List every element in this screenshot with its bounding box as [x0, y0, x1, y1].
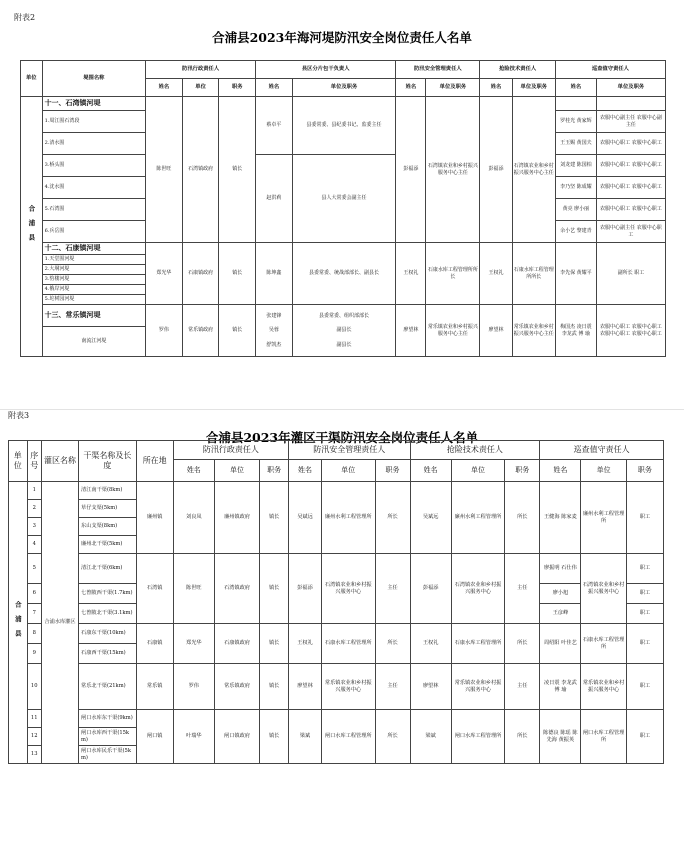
cell: 彭福添 [480, 97, 512, 243]
col-canal: 干渠名称及长度 [79, 441, 137, 482]
cell: 4.沈水围 [42, 177, 146, 199]
sheet-title: 合浦县2023年灌区干渠防汛安全岗位责任人名单 [205, 430, 479, 445]
cell: 闸口水库工程管理所 [322, 710, 376, 764]
col-name: 姓名 [173, 460, 214, 482]
header-row-group [9, 441, 664, 460]
col-seq: 序号 [27, 441, 41, 482]
cell: 石康镇政府 [214, 624, 259, 664]
col-name: 姓名 [480, 79, 512, 97]
cell: 5 [27, 554, 41, 584]
cell-line: 张建锋 [266, 313, 282, 320]
cell: 闸口水库西干渠(15km) [79, 728, 137, 746]
cell: 2 [27, 500, 41, 518]
cell: 常乐镇农业和乡村振兴服务中心 [322, 664, 376, 710]
cell: 县委常委、统战部部长、副县长 [292, 243, 396, 305]
col-danwei: 单位 [322, 460, 376, 482]
cell: 镇长 [260, 482, 289, 554]
col-group-tech: 抢险技术责任人 [480, 61, 555, 79]
cell: 清江北干渠(6km) [79, 554, 137, 584]
table-row [21, 243, 666, 255]
cell: 彭福添 [410, 554, 451, 624]
cell: 主任 [375, 554, 410, 624]
cell: 镇长 [260, 554, 289, 624]
cell: 4.俄岸河堤 [42, 285, 146, 295]
col-group-admin: 防汛行政责任人 [173, 441, 288, 460]
cell: 所长 [375, 482, 410, 554]
cell: 王玉赐 黄国夫 [555, 133, 596, 155]
cell: 农服中心职工 农服中心职工 [596, 177, 665, 199]
col-zhiwu: 职务 [219, 79, 256, 97]
col-name: 姓名 [410, 460, 451, 482]
table-row [21, 155, 666, 177]
col-unit-duty: 单位及职务 [512, 79, 555, 97]
cell: 彭福添 [289, 554, 322, 624]
col-zhiwu: 职务 [375, 460, 410, 482]
table-row [21, 305, 666, 327]
cell: 常乐镇政府 [182, 305, 219, 357]
cell: 李乃坚 陈成耀 [555, 177, 596, 199]
cell [596, 97, 665, 111]
col-unit-duty: 单位及职务 [426, 79, 480, 97]
cell: 6 [27, 584, 41, 604]
col-zhiwu: 职务 [626, 460, 663, 482]
col-irrigation: 灌区名称 [41, 441, 78, 482]
cell: 县人大常委会副主任 [292, 155, 396, 243]
cell: 廉州水利工程管理所 [322, 482, 376, 554]
cell: 闸口水库工程管理所 [581, 710, 626, 764]
cell-line: 副县长 [336, 327, 352, 334]
cell: 余小艺 黎建青 [555, 221, 596, 243]
cell: 农服中心职工 农服中心职工 [596, 133, 665, 155]
cell: 2.清水围 [42, 133, 146, 155]
cell: 李先保 黄耀平 [555, 243, 596, 305]
cell: 石康镇 [136, 624, 173, 664]
sheet-irrigation [0, 410, 684, 855]
cell: 农服中心副主任 农服中心职工 [596, 221, 665, 243]
cell: 王权礼 [410, 624, 451, 664]
cell [292, 305, 396, 357]
cell: 闸口镇 [136, 710, 173, 764]
cell: 1 [27, 482, 41, 500]
cell: 10 [27, 664, 41, 710]
table-row [9, 482, 664, 500]
cell: 石康水库工程管理所所长 [426, 243, 480, 305]
cell: 职工 [626, 604, 663, 624]
sheet-embankment [0, 0, 684, 410]
cell: 8 [27, 624, 41, 644]
cell: 副所长 职工 [596, 243, 665, 305]
cell: 东山支渠(8km) [79, 518, 137, 536]
cell-line: 县委常委、组织部部长 [319, 313, 370, 320]
cell: 主任 [505, 664, 540, 710]
cell: 4 [27, 536, 41, 554]
cell: 常乐镇政府 [214, 664, 259, 710]
cell: 梁斌 [410, 710, 451, 764]
cell: 农服中心职工 农服中心职工 农服中心职工 农服中心职工 [596, 305, 665, 357]
table-row [9, 624, 664, 644]
cell: 5.坨树园河堤 [42, 295, 146, 305]
cell: 闸口水库民乐干渠(5km) [79, 746, 137, 764]
cell: 石湾镇农业和乡村振兴服务中心 [581, 554, 626, 624]
col-group-safety: 防汛安全管理责任人 [289, 441, 410, 460]
cell: 闸口水库东干渠(9km) [79, 710, 137, 728]
cell: 梅国杰 凌日震 李龙武 傅 瑜 [555, 305, 596, 357]
cell: 职工 [626, 624, 663, 664]
cell: 王权礼 [289, 624, 322, 664]
col-embankment: 堤围名称 [42, 61, 146, 97]
section-heading: 十三、常乐镇河堤 [42, 305, 146, 327]
cell: 农服中心职工 农服中心职工 [596, 155, 665, 177]
cell: 石湾镇农业和乡村振兴服务中心主任 [512, 97, 555, 243]
cell: 石康水库工程管理所 [451, 624, 505, 664]
cell: 1.周江围石湾段 [42, 111, 146, 133]
cell: 常乐镇农业和乡村振兴服务中心主任 [512, 305, 555, 357]
cell: 镇长 [219, 97, 256, 243]
cell [256, 305, 293, 357]
cell: 闸口水库工程管理所 [451, 710, 505, 764]
cell: 蔡卓平 [256, 97, 293, 155]
cell: 彭福添 [396, 97, 426, 243]
col-unit-duty: 单位及职务 [292, 79, 396, 97]
cell: 廉州水利工程管理所 [581, 482, 626, 554]
cell: 2.大垌河堤 [42, 265, 146, 275]
cell: 5.石湾围 [42, 199, 146, 221]
col-danwei: 单位 [214, 460, 259, 482]
cell: 王权礼 [480, 243, 512, 305]
cell: 石湾镇农业和乡村振兴服务中心 [451, 554, 505, 624]
cell: 郑光华 [146, 243, 183, 305]
cell: 廖小旭 [540, 584, 581, 604]
cell: 石康镇政府 [182, 243, 219, 305]
col-zhiwu: 职务 [505, 460, 540, 482]
cell: 刘龙建 陈国柏 [555, 155, 596, 177]
cell: 吴斌远 [289, 482, 322, 554]
cell: 13 [27, 746, 41, 764]
irrigation-table [8, 440, 664, 764]
cell: 石康东干渠(10km) [79, 624, 137, 644]
cell [555, 97, 596, 111]
cell: 叶瑞华 [173, 710, 214, 764]
col-group-tech: 抢险技术责任人 [410, 441, 540, 460]
cell: 罗伟 [173, 664, 214, 710]
table-row [9, 710, 664, 728]
col-danwei: 单位 [451, 460, 505, 482]
col-danwei: 单位 [182, 79, 219, 97]
col-group-patrol: 巡查值守责任人 [555, 61, 665, 79]
cell: 主任 [505, 554, 540, 624]
cell: 廖望林 [480, 305, 512, 357]
cell: 陈德良 陈瑶 陈先海 黄振英 [540, 710, 581, 764]
cell: 石康西干渠(15km) [79, 644, 137, 664]
cell: 罗桂光 黄家辉 [555, 111, 596, 133]
cell: 常乐镇农业和乡村振兴服务中心主任 [426, 305, 480, 357]
cell: 陈世旺 [173, 554, 214, 624]
cell: 镇长 [219, 243, 256, 305]
cell: 凌日震 李龙武 傅 瑜 [540, 664, 581, 710]
cell: 闸口镇政府 [214, 710, 259, 764]
cell: 石康水库工程管理所 [322, 624, 376, 664]
cell: 草仔支渠(5km) [79, 500, 137, 518]
cell: 常乐镇农业和乡村振兴服务中心 [451, 664, 505, 710]
cell: 镇长 [260, 664, 289, 710]
cell: 镇长 [260, 710, 289, 764]
cell: 陈坤鑫 [256, 243, 293, 305]
cell: 6.兵岳围 [42, 221, 146, 243]
col-name: 姓名 [555, 79, 596, 97]
cell: 七曾陂北干渠(3.1km) [79, 604, 137, 624]
col-group-county: 县区分片包干负责人 [256, 61, 396, 79]
cell: 王权礼 [396, 243, 426, 305]
col-group-admin: 防汛行政责任人 [146, 61, 256, 79]
cell: 赵洪莉 [256, 155, 293, 243]
cell: 3 [27, 518, 41, 536]
cell: 7 [27, 604, 41, 624]
cell: 刘良凤 [173, 482, 214, 554]
cell: 罗伟 [146, 305, 183, 357]
col-danwei: 单位 [581, 460, 626, 482]
col-group-safety: 防汛安全管理责任人 [396, 61, 480, 79]
cell: 常乐北干渠(21km) [79, 664, 137, 710]
table-row [9, 664, 664, 710]
col-name: 姓名 [540, 460, 581, 482]
cell: 农服中心职工 农服中心职工 [596, 199, 665, 221]
cell: 职工 [626, 710, 663, 764]
cell: 合浦水库灌区 [41, 482, 78, 764]
cell: 所长 [505, 710, 540, 764]
cell: 职工 [626, 482, 663, 554]
table-row [21, 97, 666, 111]
cell: 廖望林 [289, 664, 322, 710]
cell: 廉州镇政府 [214, 482, 259, 554]
sheet-title: 合浦县2023年海河堤防汛安全岗位责任人名单 [212, 30, 472, 45]
cell: 石湾镇政府 [182, 97, 219, 243]
cell: 11 [27, 710, 41, 728]
col-name: 姓名 [146, 79, 183, 97]
cell-line: 舒凯杰 [266, 341, 282, 348]
cell: 县委常委、县纪委书记、监委主任 [292, 97, 396, 155]
cell: 王健海 陈家麦 [540, 482, 581, 554]
cell: 石湾镇农业和乡村振兴服务中心主任 [426, 97, 480, 243]
cell: 石康水库工程管理所 [581, 624, 626, 664]
section-heading: 十一、石湾镇河堤 [42, 97, 146, 111]
annex-label: 附表2 [14, 13, 36, 22]
cell: 主任 [375, 664, 410, 710]
annex-label: 附表3 [8, 411, 30, 420]
cell: 所长 [505, 482, 540, 554]
cell: 王彦峰 [540, 604, 581, 624]
cell: 廖振明 石仕伟 [540, 554, 581, 584]
cell: 1.天堂围河堤 [42, 255, 146, 265]
col-unit-duty: 单位及职务 [596, 79, 665, 97]
col-location: 所在地 [136, 441, 173, 482]
cell: 石湾镇政府 [214, 554, 259, 624]
cell: 常乐镇 [136, 664, 173, 710]
table-row [9, 554, 664, 584]
cell: 七曾陂西干渠(1.7km) [79, 584, 137, 604]
cell: 清江南干渠(8km) [79, 482, 137, 500]
cell: 9 [27, 644, 41, 664]
county-cell: 合浦县 [9, 482, 28, 764]
cell: 廖望林 [410, 664, 451, 710]
cell-line: 吴蓉 [268, 327, 279, 334]
cell: 职工 [626, 664, 663, 710]
col-unit: 单位 [21, 61, 43, 97]
county-cell: 合浦县 [21, 97, 43, 357]
col-group-patrol: 巡查值守责任人 [540, 441, 664, 460]
cell: 所长 [375, 710, 410, 764]
cell: 黄亮 廖小丽 [555, 199, 596, 221]
cell: 3.豹楼河堤 [42, 275, 146, 285]
cell: 石康水库工程管理所所长 [512, 243, 555, 305]
cell: 镇长 [260, 624, 289, 664]
cell: 郑光华 [173, 624, 214, 664]
cell: 所长 [505, 624, 540, 664]
col-zhiwu: 职务 [260, 460, 289, 482]
cell: 廖望林 [396, 305, 426, 357]
col-unit: 单位 [9, 441, 28, 482]
cell: 梁斌 [289, 710, 322, 764]
col-name: 姓名 [289, 460, 322, 482]
cell: 廉州北干渠(5km) [79, 536, 137, 554]
cell: 常乐镇农业和乡村振兴服务中心 [581, 664, 626, 710]
embankment-table [20, 60, 666, 357]
cell: 3.桥头围 [42, 155, 146, 177]
col-name: 姓名 [396, 79, 426, 97]
section-heading: 十二、石康镇河堤 [42, 243, 146, 255]
cell: 吴斌远 [410, 482, 451, 554]
cell-line: 副县长 [336, 341, 352, 348]
cell: 镇长 [219, 305, 256, 357]
cell: 陈世旺 [146, 97, 183, 243]
cell: 12 [27, 728, 41, 746]
cell: 石湾镇 [136, 554, 173, 624]
cell: 农服中心副主任 农服中心副主任 [596, 111, 665, 133]
cell: 廉州镇 [136, 482, 173, 554]
cell: 职工 [626, 584, 663, 604]
cell: 南流江河堤 [42, 327, 146, 357]
cell: 所长 [375, 624, 410, 664]
col-name: 姓名 [256, 79, 293, 97]
cell: 职工 [626, 554, 663, 584]
cell: 石湾镇农业和乡村振兴服务中心 [322, 554, 376, 624]
cell: 廉州水利工程管理所 [451, 482, 505, 554]
cell: 周绍阳 叶佳艺 [540, 624, 581, 664]
header-row-group [21, 61, 666, 79]
